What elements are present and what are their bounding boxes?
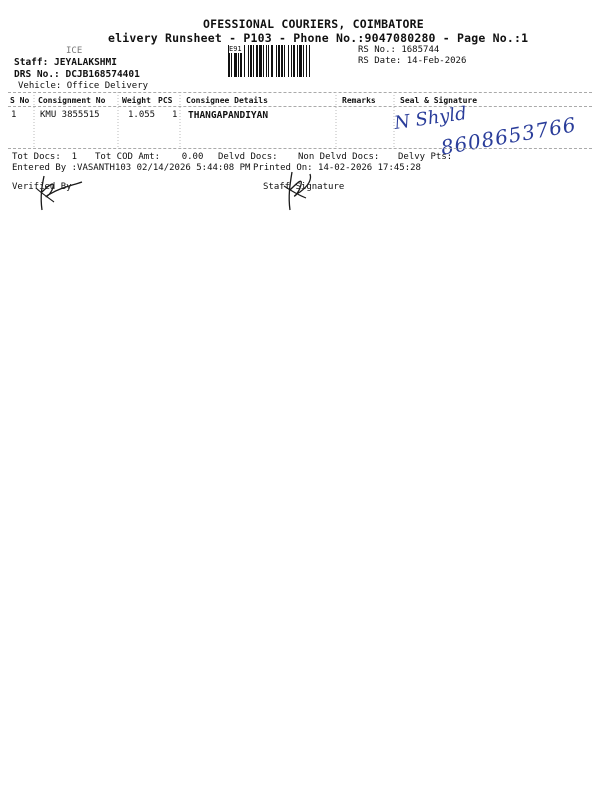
handwritten-receiver-name: N Shyld <box>392 103 468 134</box>
barcode-bar <box>288 45 289 77</box>
total-docs: Tot Docs: 1 <box>12 152 78 162</box>
verifier-signature-mark <box>30 172 90 214</box>
faint-header-fragment: ICE <box>66 46 83 56</box>
barcode-bar <box>263 45 264 77</box>
barcode-bar <box>256 45 258 77</box>
verified-by-label: Verified By <box>12 182 72 192</box>
barcode-bar <box>278 45 280 77</box>
barcode-bar <box>309 45 310 77</box>
barcode-bar <box>268 45 269 77</box>
cell-pcs: 1 <box>172 110 178 120</box>
non-delivered-docs: Non Delvd Docs: <box>298 152 380 162</box>
barcode-bar <box>291 45 292 77</box>
col-header-remarks: Remarks <box>342 96 376 105</box>
handwritten-receiver-phone: 8608653766 <box>438 112 579 160</box>
barcode-bar <box>248 45 249 77</box>
barcode-bar <box>250 45 252 77</box>
rs-date: RS Date: 14-Feb-2026 <box>358 56 467 66</box>
barcode-bar <box>297 45 298 77</box>
cell-consignee: THANGAPANDIYAN <box>188 110 269 121</box>
runsheet-title: elivery Runsheet - P103 - Phone No.:9047080280 - Page No.:1 <box>108 31 529 45</box>
barcode-bar <box>284 45 285 77</box>
barcode-bar <box>271 45 273 77</box>
barcode-bar <box>303 45 304 77</box>
col-header-pcs: PCS <box>158 96 173 105</box>
barcode-bar <box>266 45 267 77</box>
staff-name: Staff: JEYALAKSHMI <box>14 57 117 68</box>
table-grid <box>0 92 600 148</box>
staff-signature-label: Staff Signature <box>263 182 345 192</box>
barcode-bar <box>276 45 277 77</box>
printed-on: Printed On: 14-02-2026 17:45:28 <box>253 163 421 173</box>
delivered-docs: Delvd Docs: <box>218 152 278 162</box>
cell-consignment: KMU 3855515 <box>40 110 100 120</box>
table-bottom-rule <box>8 148 592 149</box>
barcode <box>228 45 354 77</box>
drs-number: DRS No.: DCJB168574401 <box>14 69 140 80</box>
barcode-prefix: E91 <box>229 45 242 53</box>
rs-number: RS No.: 1685744 <box>358 45 440 55</box>
col-header-seal-signature: Seal & Signature <box>400 96 478 105</box>
col-header-sno: S No <box>10 96 30 105</box>
barcode-bar <box>306 45 307 77</box>
delivery-points: Delvy Pts: <box>398 152 453 162</box>
col-header-consignee: Consignee Details <box>186 96 268 105</box>
barcode-bar <box>299 45 302 77</box>
entered-by: Entered By :VASANTH103 02/14/2026 5:44:08 PM <box>12 163 251 173</box>
cell-weight: 1.055 <box>128 110 156 120</box>
total-cod-amount: Tot COD Amt: 0.00 <box>95 152 204 162</box>
cell-sno: 1 <box>11 110 17 120</box>
vehicle-info: Vehicle: Office Delivery <box>18 81 149 91</box>
staff-signature-mark <box>276 168 326 214</box>
col-header-weight: Weight <box>122 96 151 105</box>
barcode-bar <box>244 45 245 77</box>
barcode-bar <box>253 45 254 77</box>
barcode-bar <box>259 45 262 77</box>
company-title: OFESSIONAL COURIERS, COIMBATORE <box>203 17 424 31</box>
col-header-consignment: Consignment No <box>38 96 106 105</box>
barcode-bar <box>293 45 295 77</box>
barcode-bar <box>281 45 283 77</box>
